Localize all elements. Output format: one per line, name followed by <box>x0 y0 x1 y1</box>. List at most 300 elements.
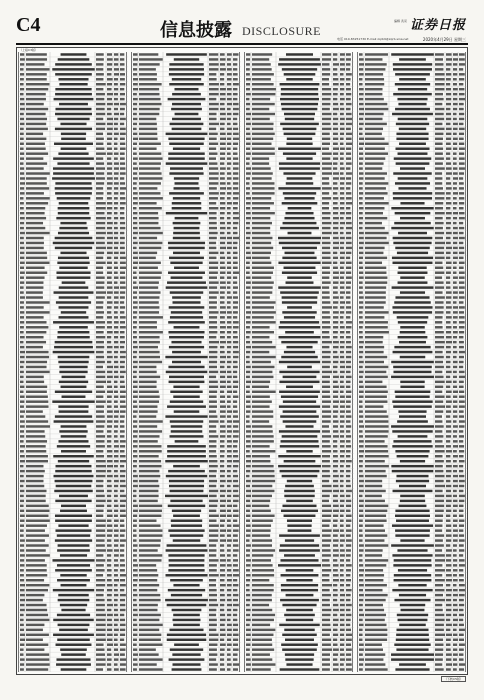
table-cell-text <box>393 371 431 373</box>
table-cell-text <box>220 381 226 383</box>
table-cell-text <box>139 232 163 234</box>
table-cell-text <box>53 619 94 621</box>
table-cell-text <box>58 624 90 626</box>
table-cell-text <box>170 123 204 125</box>
table-cell-text <box>246 108 250 110</box>
table-cell-text <box>359 510 363 512</box>
table-cell-text <box>446 162 451 164</box>
table-cell-text <box>400 326 425 328</box>
table-cell-text <box>346 460 352 462</box>
table-cell-text <box>286 386 313 388</box>
table-cell-text <box>26 222 43 224</box>
table-cell-text <box>340 118 345 120</box>
table-cell-text <box>288 529 312 531</box>
table-cell-text <box>227 78 232 80</box>
table-cell-text <box>59 366 87 368</box>
table-cell-text <box>359 143 364 145</box>
table-cell-text <box>233 539 238 541</box>
table-cell-text <box>281 395 318 397</box>
table-cell-text <box>96 629 106 631</box>
table-cell-text <box>453 619 458 621</box>
table-cell-text <box>220 147 226 149</box>
table-cell-text <box>26 395 48 397</box>
table-cell-text <box>453 286 458 288</box>
table-cell-text <box>435 182 442 184</box>
table-cell-text <box>209 594 217 596</box>
table-cell-text <box>365 281 387 283</box>
table-cell-text <box>252 267 274 269</box>
table-cell-text <box>96 98 104 100</box>
table-cell-text <box>227 212 231 214</box>
table-cell-text <box>322 232 332 234</box>
table-cell-text <box>139 276 161 278</box>
table-cell-text <box>20 549 24 551</box>
table-cell-text <box>233 103 239 105</box>
table-cell-text <box>246 386 250 388</box>
table-cell-text <box>340 247 344 249</box>
table-cell-text <box>281 103 318 105</box>
table-cell-text <box>26 500 46 502</box>
table-cell-text <box>333 98 337 100</box>
table-cell-text <box>96 247 106 249</box>
table-cell-text <box>133 321 137 323</box>
table-cell-text <box>120 510 126 512</box>
table-cell-text <box>359 569 364 571</box>
table-cell-text <box>322 123 331 125</box>
table-cell-text <box>286 619 313 621</box>
table-cell-text <box>359 386 364 388</box>
table-cell-text <box>170 391 202 393</box>
table-cell-text <box>55 128 92 130</box>
table-cell-text <box>120 639 124 641</box>
table-cell-text <box>139 113 159 115</box>
table-cell-text <box>120 425 124 427</box>
table-cell-text <box>252 668 271 670</box>
table-cell-text <box>227 569 231 571</box>
table-cell-text <box>114 589 118 591</box>
table-cell-text <box>96 147 104 149</box>
table-cell-text <box>459 78 464 80</box>
table-cell-text <box>26 440 47 442</box>
table-cell-text <box>114 138 118 140</box>
table-cell-text <box>96 579 105 581</box>
table-cell-text <box>209 271 218 273</box>
table-cell-text <box>114 445 119 447</box>
table-cell-text <box>57 118 89 120</box>
table-cell-text <box>107 123 113 125</box>
table-cell-text <box>139 197 163 199</box>
table-cell-text <box>322 658 330 660</box>
table-cell-text <box>209 291 219 293</box>
table-cell-text <box>209 505 217 507</box>
table-cell-text <box>233 519 237 521</box>
table-cell-text <box>333 460 338 462</box>
table-cell-text <box>139 395 160 397</box>
table-cell-text <box>340 604 345 606</box>
table-cell-text <box>283 192 316 194</box>
table-cell-text <box>26 252 47 254</box>
table-cell-text <box>20 584 25 586</box>
table-cell-text <box>365 450 388 452</box>
table-cell-text <box>139 549 158 551</box>
table-cell-text <box>107 103 113 105</box>
table-cell-text <box>139 271 162 273</box>
table-cell-text <box>168 529 204 531</box>
table-cell-text <box>114 430 118 432</box>
table-cell-text <box>453 271 457 273</box>
table-cell-text <box>220 405 226 407</box>
table-cell-text <box>227 197 231 199</box>
table-cell-text <box>26 68 50 70</box>
table-cell-text <box>280 470 320 472</box>
table-cell-text <box>220 410 226 412</box>
table-cell-text <box>227 430 232 432</box>
table-cell-text <box>20 133 24 135</box>
table-cell-text <box>359 326 363 328</box>
table-cell-text <box>220 98 226 100</box>
table-cell-text <box>114 658 118 660</box>
table-cell-text <box>20 668 24 670</box>
table-cell-text <box>26 242 44 244</box>
table-cell-text <box>391 425 434 427</box>
table-cell-text <box>322 420 331 422</box>
table-cell-text <box>435 475 444 477</box>
table-cell-text <box>139 257 156 259</box>
table-cell-text <box>340 524 344 526</box>
table-cell-text <box>220 604 224 606</box>
table-cell-text <box>59 267 87 269</box>
table-cell-text <box>120 658 126 660</box>
table-cell-text <box>209 63 219 65</box>
table-cell-text <box>322 668 330 670</box>
table-cell-text <box>120 291 125 293</box>
table-cell-text <box>209 559 218 561</box>
table-cell-text <box>346 400 351 402</box>
table-cell-text <box>57 336 89 338</box>
table-cell-text <box>453 420 457 422</box>
table-cell-text <box>167 450 206 452</box>
table-cell-text <box>453 539 458 541</box>
table-cell-text <box>139 405 157 407</box>
table-cell-text <box>107 222 113 224</box>
table-cell-text <box>26 425 50 427</box>
table-cell-text <box>365 500 385 502</box>
table-cell-text <box>322 138 330 140</box>
table-cell-text <box>227 559 231 561</box>
table-cell-text <box>446 465 452 467</box>
table-cell-text <box>133 93 137 95</box>
table-cell-text <box>107 227 112 229</box>
table-cell-text <box>435 445 444 447</box>
table-cell-text <box>400 460 425 462</box>
table-cell-text <box>107 321 112 323</box>
table-cell-text <box>114 395 118 397</box>
table-cell-text <box>56 217 90 219</box>
table-cell-text <box>133 192 138 194</box>
table-cell-text <box>286 663 312 665</box>
table-cell-text <box>120 534 125 536</box>
table-cell-text <box>139 465 162 467</box>
table-cell-text <box>26 247 44 249</box>
table-cell-text <box>252 500 270 502</box>
table-cell-text <box>246 147 250 149</box>
table-cell-text <box>114 177 118 179</box>
table-cell-text <box>114 157 118 159</box>
table-cell-text <box>346 430 350 432</box>
table-cell-text <box>346 281 351 283</box>
table-cell-text <box>209 192 219 194</box>
table-cell-text <box>340 425 344 427</box>
table-cell-text <box>139 619 159 621</box>
table-cell-text <box>282 301 317 303</box>
table-cell-text <box>233 589 237 591</box>
table-cell-text <box>133 549 137 551</box>
table-cell-text <box>340 634 344 636</box>
table-cell-text <box>333 589 338 591</box>
table-cell-text <box>359 222 363 224</box>
table-cell-text <box>139 128 157 130</box>
table-cell-text <box>20 534 24 536</box>
table-cell-text <box>446 187 452 189</box>
table-cell-text <box>453 306 458 308</box>
table-cell-text <box>322 534 331 536</box>
table-cell-text <box>322 326 331 328</box>
table-cell-text <box>459 470 463 472</box>
table-cell-text <box>139 544 160 546</box>
table-cell-text <box>246 301 250 303</box>
table-cell-text <box>120 395 126 397</box>
table-cell-text <box>114 217 118 219</box>
table-cell-text <box>252 167 271 169</box>
table-cell-text <box>459 639 464 641</box>
table-cell-text <box>133 619 137 621</box>
table-cell-text <box>322 490 332 492</box>
table-cell-text <box>333 376 339 378</box>
table-cell-text <box>246 361 250 363</box>
table-cell-text <box>26 88 48 90</box>
table-cell-text <box>333 400 339 402</box>
table-cell-text <box>446 281 450 283</box>
table-cell-text <box>227 455 232 457</box>
table-cell-text <box>174 267 199 269</box>
table-cell-text <box>26 629 43 631</box>
table-cell-text <box>322 68 330 70</box>
table-cell-text <box>120 118 126 120</box>
table-cell-text <box>209 589 217 591</box>
table-cell-text <box>322 167 331 169</box>
table-cell-text <box>446 118 451 120</box>
table-cell-text <box>20 286 24 288</box>
table-cell-text <box>459 604 464 606</box>
table-cell-text <box>209 480 217 482</box>
table-cell-text <box>96 539 105 541</box>
table-cell-text <box>209 643 217 645</box>
table-cell-text <box>333 143 338 145</box>
table-cell-text <box>287 366 312 368</box>
table-cell-text <box>453 579 458 581</box>
table-cell-text <box>246 495 251 497</box>
table-cell-text <box>365 485 382 487</box>
table-cell-text <box>209 147 216 149</box>
table-cell-text <box>453 182 457 184</box>
table-cell-text <box>340 435 344 437</box>
table-cell-text <box>20 609 25 611</box>
table-cell-text <box>172 93 201 95</box>
table-cell-text <box>133 519 137 521</box>
table-cell-text <box>398 103 426 105</box>
table-cell-text <box>359 207 363 209</box>
table-cell-text <box>20 529 24 531</box>
table-cell-text <box>365 252 383 254</box>
table-cell-text <box>246 217 251 219</box>
table-cell-text <box>346 202 352 204</box>
table-cell-text <box>139 157 163 159</box>
table-cell-text <box>227 480 232 482</box>
table-cell-text <box>133 391 138 393</box>
table-cell-text <box>139 172 162 174</box>
table-cell-text <box>233 400 237 402</box>
table-cell-text <box>133 485 138 487</box>
table-cell-text <box>96 172 104 174</box>
table-cell-text <box>246 182 250 184</box>
table-rows-1 <box>19 52 128 672</box>
table-cell-text <box>278 262 320 264</box>
table-cell-text <box>233 123 237 125</box>
table-cell-text <box>209 167 218 169</box>
table-cell-text <box>346 177 351 179</box>
table-cell-text <box>333 103 338 105</box>
table-cell-text <box>227 167 231 169</box>
table-cell-text <box>220 470 225 472</box>
table-cell-text <box>60 604 87 606</box>
table-cell-text <box>333 197 338 199</box>
table-cell-text <box>96 455 104 457</box>
table-cell-text <box>252 440 274 442</box>
table-cell-text <box>246 296 250 298</box>
table-cell-text <box>393 197 432 199</box>
table-cell-text <box>96 281 104 283</box>
table-cell-text <box>365 271 386 273</box>
table-cell-text <box>120 346 124 348</box>
table-cell-text <box>365 643 382 645</box>
table-cell-text <box>233 500 239 502</box>
table-cell-text <box>20 594 25 596</box>
table-cell-text <box>346 301 351 303</box>
table-cell-text <box>446 68 450 70</box>
table-cell-text <box>459 420 465 422</box>
table-cell-text <box>346 113 352 115</box>
table-cell-text <box>220 629 225 631</box>
table-cell-text <box>446 78 451 80</box>
table-cell-text <box>169 564 205 566</box>
table-cell-text <box>435 574 442 576</box>
table-cell-text <box>114 529 119 531</box>
table-cell-text <box>246 356 250 358</box>
table-cell-text <box>280 227 319 229</box>
table-cell-text <box>120 415 125 417</box>
table-cell-text <box>114 326 118 328</box>
table-cell-text <box>365 559 388 561</box>
table-cell-text <box>446 157 450 159</box>
table-cell-text <box>55 500 91 502</box>
table-cell-text <box>96 658 106 660</box>
table-cell-text <box>365 197 384 199</box>
table-cell-text <box>220 500 226 502</box>
table-cell-text <box>322 351 331 353</box>
table-cell-text <box>26 480 43 482</box>
table-cell-text <box>287 276 312 278</box>
table-cell-text <box>209 331 217 333</box>
table-cell-text <box>446 604 451 606</box>
table-cell-text <box>52 559 94 561</box>
table-cell-text <box>209 455 217 457</box>
table-cell-text <box>333 490 339 492</box>
table-cell-text <box>340 529 344 531</box>
table-cell-text <box>114 187 118 189</box>
table-cell-text <box>133 232 138 234</box>
table-cell-text <box>26 405 49 407</box>
table-cell-text <box>279 624 319 626</box>
table-cell-text <box>459 619 463 621</box>
table-cell-text <box>459 614 464 616</box>
table-cell-text <box>20 376 24 378</box>
table-cell-text <box>359 485 363 487</box>
table-cell-text <box>20 415 24 417</box>
table-cell-text <box>57 614 90 616</box>
table-cell-text <box>446 286 451 288</box>
table-cell-text <box>333 341 339 343</box>
table-cell-text <box>26 197 50 199</box>
table-cell-text <box>96 316 103 318</box>
table-cell-text <box>459 495 465 497</box>
table-cell-text <box>120 143 125 145</box>
table-cell-text <box>20 544 24 546</box>
table-cell-text <box>435 490 443 492</box>
table-cell-text <box>246 118 250 120</box>
table-cell-text <box>393 68 432 70</box>
table-cell-text <box>346 346 352 348</box>
table-cell-text <box>133 212 137 214</box>
table-cell-text <box>246 579 250 581</box>
table-cell-text <box>435 361 443 363</box>
table-cell-text <box>453 311 458 313</box>
table-cell-text <box>340 485 344 487</box>
table-cell-text <box>459 445 464 447</box>
table-cell-text <box>54 475 94 477</box>
table-cell-text <box>233 495 239 497</box>
table-cell-text <box>133 534 137 536</box>
table-cell-text <box>233 609 238 611</box>
table-cell-text <box>459 128 465 130</box>
table-cell-text <box>209 276 217 278</box>
table-cell-text <box>96 544 105 546</box>
table-cell-text <box>107 634 113 636</box>
table-cell-text <box>107 668 112 670</box>
table-cell-text <box>114 172 119 174</box>
table-cell-text <box>391 465 433 467</box>
table-cell-text <box>459 356 464 358</box>
table-cell-text <box>435 559 445 561</box>
table-cell-text <box>393 93 432 95</box>
table-cell-text <box>107 400 112 402</box>
table-cell-text <box>209 296 217 298</box>
table-cell-text <box>96 207 106 209</box>
table-cell-text <box>246 242 250 244</box>
table-cell-text <box>359 614 364 616</box>
page-code: C4 <box>16 14 41 36</box>
table-cell-text <box>435 103 442 105</box>
table-cell-text <box>220 296 225 298</box>
